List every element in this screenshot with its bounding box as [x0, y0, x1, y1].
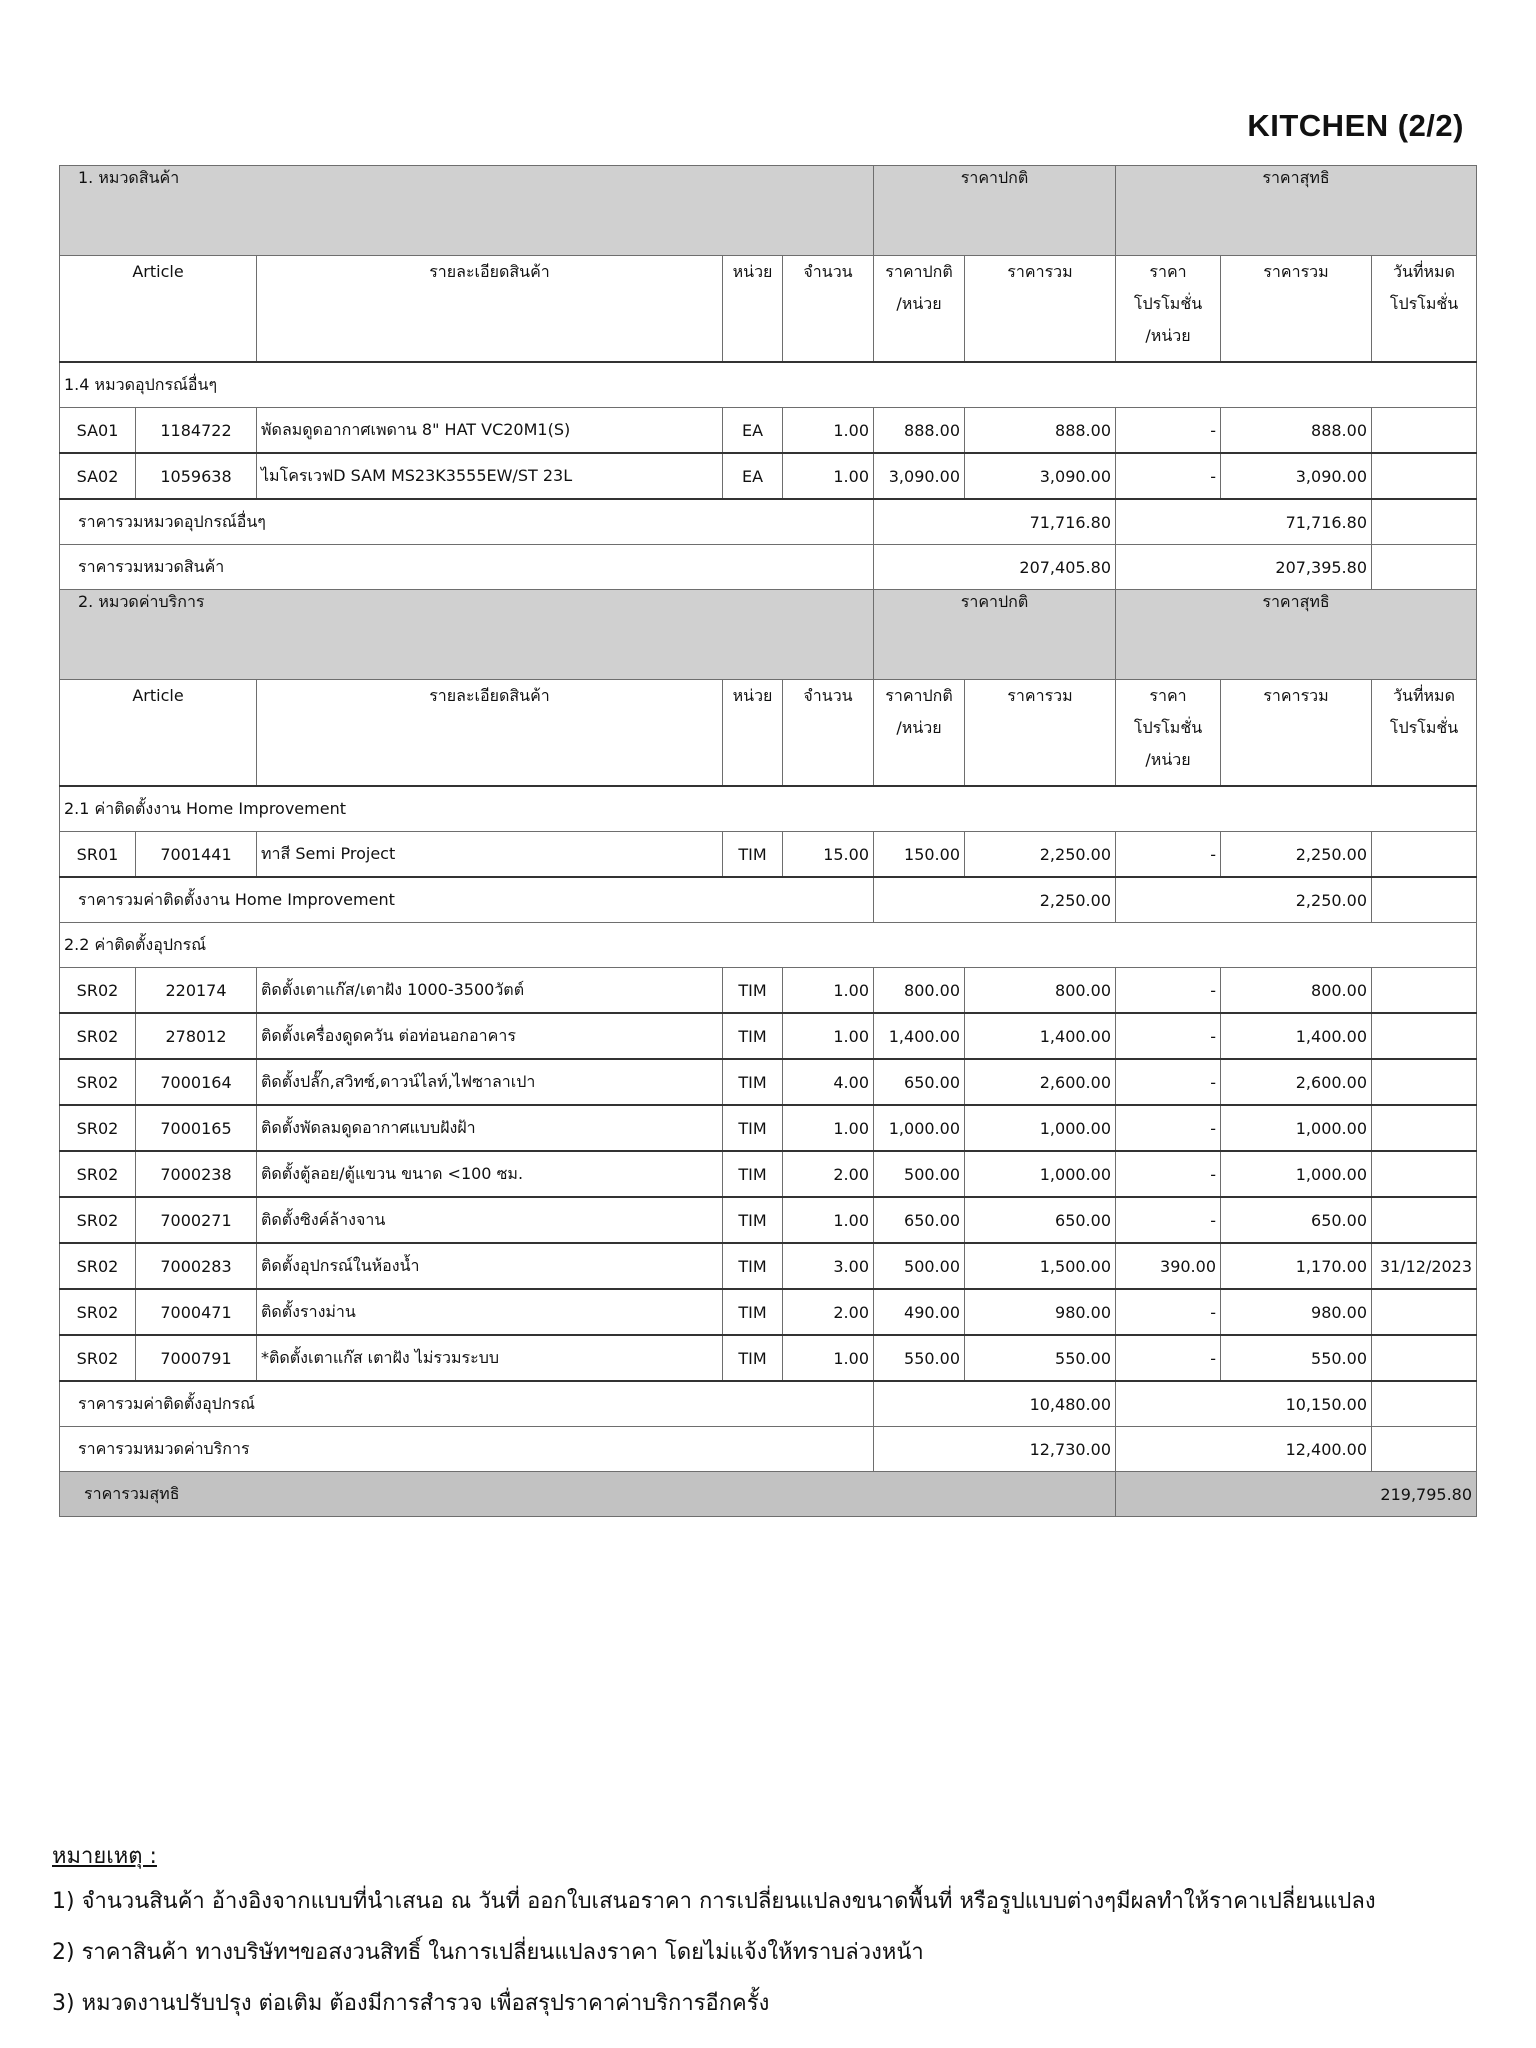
row-net-total: 2,250.00 [1221, 832, 1372, 878]
section-total-label: ราคารวมหมวดสินค้า [60, 545, 874, 590]
row-description: ติดตั้งรางม่าน [257, 1289, 723, 1335]
subsection-title: 2.2 ค่าติดตั้งอุปกรณ์ [60, 923, 1477, 968]
row-qty: 2.00 [783, 1151, 874, 1197]
row-code: SR02 [60, 968, 136, 1014]
row-promo-end [1372, 968, 1477, 1014]
row-promo-price: - [1116, 1197, 1221, 1243]
subsection-title: 1.4 หมวดอุปกรณ์อื่นๆ [60, 362, 1477, 408]
subsection-title: 2.1 ค่าติดตั้งงาน Home Improvement [60, 786, 1477, 832]
row-unit-price: 150.00 [874, 832, 965, 878]
subtotal-net: 2,250.00 [1116, 877, 1372, 923]
row-promo-end [1372, 408, 1477, 454]
row-promo-end [1372, 832, 1477, 878]
row-article: 220174 [136, 968, 257, 1014]
section-total-net: 12,400.00 [1116, 1427, 1372, 1472]
row-code: SR02 [60, 1059, 136, 1105]
notes-heading: หมายเหตุ : [52, 1844, 157, 1869]
row-qty: 1.00 [783, 408, 874, 454]
row-code: SR02 [60, 1243, 136, 1289]
notes [52, 1838, 1492, 2036]
row-description: ติดตั้งเครื่องดูดควัน ต่อท่อนอกอาคาร [257, 1013, 723, 1059]
row-qty: 1.00 [783, 1335, 874, 1381]
section2-sub2-rows [60, 968, 1477, 1382]
row-total: 1,000.00 [965, 1105, 1116, 1151]
row-qty: 1.00 [783, 1105, 874, 1151]
row-description: ติดตั้งตู้ลอย/ตู้แขวน ขนาด <100 ซม. [257, 1151, 723, 1197]
row-code: SR01 [60, 832, 136, 878]
row-net-total: 550.00 [1221, 1335, 1372, 1381]
subsection-row [60, 786, 1477, 832]
col-net-total: ราคารวม [1221, 680, 1372, 787]
col-unit: หน่วย [723, 680, 783, 787]
row-net-total: 1,400.00 [1221, 1013, 1372, 1059]
row-unit: TIM [723, 1335, 783, 1381]
row-qty: 3.00 [783, 1243, 874, 1289]
row-unit: TIM [723, 832, 783, 878]
col-promo-end [1372, 256, 1477, 363]
col-promo-price [1116, 680, 1221, 787]
section-header [60, 166, 1477, 256]
row-promo-end [1372, 453, 1477, 499]
row-total: 1,500.00 [965, 1243, 1116, 1289]
row-article: 7000791 [136, 1335, 257, 1381]
row-net-total: 650.00 [1221, 1197, 1372, 1243]
row-unit-price: 490.00 [874, 1289, 965, 1335]
row-total: 3,090.00 [965, 453, 1116, 499]
table-row [60, 1151, 1477, 1197]
row-unit-price: 650.00 [874, 1059, 965, 1105]
row-unit: TIM [723, 1243, 783, 1289]
row-unit: TIM [723, 1151, 783, 1197]
row-total: 550.00 [965, 1335, 1116, 1381]
row-unit: TIM [723, 1013, 783, 1059]
section-total-label: ราคารวมหมวดค่าบริการ [60, 1427, 874, 1472]
col-unit-price-l2: /หน่วย [896, 294, 942, 313]
row-net-total: 800.00 [1221, 968, 1372, 1014]
row-code: SR02 [60, 1013, 136, 1059]
row-unit: TIM [723, 1059, 783, 1105]
row-code: SR02 [60, 1289, 136, 1335]
row-total: 2,600.00 [965, 1059, 1116, 1105]
col-promo-l1: ราคา [1149, 262, 1187, 281]
subtotal-label: ราคารวมหมวดอุปกรณ์อื่นๆ [60, 499, 874, 545]
row-unit: TIM [723, 968, 783, 1014]
row-unit: TIM [723, 1289, 783, 1335]
section-total-net: 207,395.80 [1116, 545, 1372, 590]
row-qty: 15.00 [783, 832, 874, 878]
row-unit: EA [723, 453, 783, 499]
row-net-total: 888.00 [1221, 408, 1372, 454]
col-qty: จำนวน [783, 680, 874, 787]
row-description: พัดลมดูดอากาศเพดาน 8" HAT VC20M1(S) [257, 408, 723, 454]
row-code: SR02 [60, 1105, 136, 1151]
col-promo-price [1116, 256, 1221, 363]
subtotal-label: ราคารวมค่าติดตั้งงาน Home Improvement [60, 877, 874, 923]
table-row [60, 832, 1477, 878]
col-promo-end [1372, 680, 1477, 787]
row-qty: 1.00 [783, 1197, 874, 1243]
section-header [60, 590, 1477, 680]
row-description: ทาสี Semi Project [257, 832, 723, 878]
section-total-row [60, 1427, 1477, 1472]
row-description: ติดตั้งพัดลมดูดอากาศแบบฝังฝ้า [257, 1105, 723, 1151]
row-description: ติดตั้งปลั๊ก,สวิทซ์,ดาวน์ไลท์,ไฟซาลาเปา [257, 1059, 723, 1105]
col-promo-end-l1: วันที่หมด [1393, 262, 1455, 281]
row-promo-end [1372, 1105, 1477, 1151]
table-row [60, 1289, 1477, 1335]
section-total-normal: 12,730.00 [874, 1427, 1116, 1472]
row-article: 7000283 [136, 1243, 257, 1289]
col-article: Article [60, 256, 257, 363]
section-total-row [60, 545, 1477, 590]
row-unit-price: 500.00 [874, 1151, 965, 1197]
row-promo-price: - [1116, 1335, 1221, 1381]
row-total: 980.00 [965, 1289, 1116, 1335]
column-header-row [60, 256, 1477, 363]
row-promo-price: - [1116, 1059, 1221, 1105]
net-price-header: ราคาสุทธิ [1116, 166, 1477, 256]
row-net-total: 3,090.00 [1221, 453, 1372, 499]
col-unit-price-l1: ราคาปกติ [885, 686, 953, 705]
row-unit-price: 1,000.00 [874, 1105, 965, 1151]
row-qty: 1.00 [783, 1013, 874, 1059]
row-unit: EA [723, 408, 783, 454]
col-description: รายละเอียดสินค้า [257, 256, 723, 363]
row-unit-price: 650.00 [874, 1197, 965, 1243]
row-net-total: 980.00 [1221, 1289, 1372, 1335]
row-promo-price: - [1116, 1013, 1221, 1059]
table-row [60, 453, 1477, 499]
row-unit-price: 1,400.00 [874, 1013, 965, 1059]
section1-rows [60, 408, 1477, 500]
row-description: ติดตั้งอุปกรณ์ในห้องน้ำ [257, 1243, 723, 1289]
subtotal-normal: 2,250.00 [874, 877, 1116, 923]
row-article: 1184722 [136, 408, 257, 454]
col-promo-end-l2: โปรโมชั่น [1389, 294, 1459, 313]
row-code: SR02 [60, 1151, 136, 1197]
table-row [60, 1013, 1477, 1059]
row-qty: 1.00 [783, 968, 874, 1014]
row-promo-price: - [1116, 832, 1221, 878]
col-total: ราคารวม [965, 680, 1116, 787]
col-promo-l2: โปรโมชั่น [1133, 718, 1203, 737]
row-code: SA02 [60, 453, 136, 499]
row-article: 7000471 [136, 1289, 257, 1335]
row-description: ไมโครเวฟD SAM MS23K3555EW/ST 23L [257, 453, 723, 499]
col-unit: หน่วย [723, 256, 783, 363]
col-promo-l3: /หน่วย [1145, 326, 1191, 345]
grand-total-label: ราคารวมสุทธิ [60, 1472, 1116, 1517]
row-total: 1,400.00 [965, 1013, 1116, 1059]
subsection-row [60, 362, 1477, 408]
page-title: KITCHEN (2/2) [1247, 108, 1464, 143]
quotation-table [59, 165, 1477, 1517]
row-code: SR02 [60, 1197, 136, 1243]
row-total: 650.00 [965, 1197, 1116, 1243]
row-promo-price: - [1116, 1151, 1221, 1197]
row-promo-end [1372, 1151, 1477, 1197]
row-article: 7001441 [136, 832, 257, 878]
row-promo-price: 390.00 [1116, 1243, 1221, 1289]
net-price-header: ราคาสุทธิ [1116, 590, 1477, 680]
row-description: ติดตั้งซิงค์ล้างจาน [257, 1197, 723, 1243]
subtotal-net: 10,150.00 [1116, 1381, 1372, 1427]
col-total: ราคารวม [965, 256, 1116, 363]
col-promo-end-l2: โปรโมชั่น [1389, 718, 1459, 737]
row-promo-price: - [1116, 408, 1221, 454]
col-article: Article [60, 680, 257, 787]
row-unit: TIM [723, 1105, 783, 1151]
row-promo-price: - [1116, 1289, 1221, 1335]
section-title: 2. หมวดค่าบริการ [60, 590, 874, 680]
row-unit: TIM [723, 1197, 783, 1243]
row-unit-price: 800.00 [874, 968, 965, 1014]
table-row [60, 1243, 1477, 1289]
table-row [60, 968, 1477, 1014]
column-header-row [60, 680, 1477, 787]
row-unit-price: 3,090.00 [874, 453, 965, 499]
col-qty: จำนวน [783, 256, 874, 363]
row-description: *ติดตั้งเตาแก๊ส เตาฝัง ไม่รวมระบบ [257, 1335, 723, 1381]
row-total: 888.00 [965, 408, 1116, 454]
row-promo-end [1372, 1289, 1477, 1335]
row-code: SR02 [60, 1335, 136, 1381]
row-unit-price: 500.00 [874, 1243, 965, 1289]
col-unit-price [874, 256, 965, 363]
col-promo-l3: /หน่วย [1145, 750, 1191, 769]
note-line: 3) หมวดงานปรับปรุง ต่อเติม ต้องมีการสำรวจ เพื่อสรุปราคาค่าบริการอีกครั้ง [52, 1991, 770, 2016]
col-promo-end-l1: วันที่หมด [1393, 686, 1455, 705]
note-line: 1) จำนวนสินค้า อ้างอิงจากแบบที่นำเสนอ ณ วันที่ ออกใบเสนอราคา การเปลี่ยนแปลงขนาดพื้นที่ หรือรูปแบบต่างๆมีผลทำให้ราคาเปลี่ยนแปลง [52, 1889, 1376, 1914]
grand-total-row [60, 1472, 1477, 1517]
row-total: 800.00 [965, 968, 1116, 1014]
col-net-total: ราคารวม [1221, 256, 1372, 363]
row-promo-end [1372, 1013, 1477, 1059]
table-row [60, 1105, 1477, 1151]
subtotal-row [60, 499, 1477, 545]
row-qty: 4.00 [783, 1059, 874, 1105]
row-article: 7000271 [136, 1197, 257, 1243]
row-promo-price: - [1116, 453, 1221, 499]
row-promo-end [1372, 1197, 1477, 1243]
table-row [60, 1197, 1477, 1243]
row-article: 1059638 [136, 453, 257, 499]
subtotal-row [60, 877, 1477, 923]
row-unit-price: 888.00 [874, 408, 965, 454]
table-row [60, 1335, 1477, 1381]
row-qty: 1.00 [783, 453, 874, 499]
subsection-row [60, 923, 1477, 968]
section-total-normal: 207,405.80 [874, 545, 1116, 590]
row-net-total: 1,000.00 [1221, 1151, 1372, 1197]
row-code: SA01 [60, 408, 136, 454]
subtotal-label: ราคารวมค่าติดตั้งอุปกรณ์ [60, 1381, 874, 1427]
section-title: 1. หมวดสินค้า [60, 166, 874, 256]
subtotal-net: 71,716.80 [1116, 499, 1372, 545]
row-promo-end [1372, 1335, 1477, 1381]
row-article: 7000164 [136, 1059, 257, 1105]
row-unit-price: 550.00 [874, 1335, 965, 1381]
col-unit-price-l1: ราคาปกติ [885, 262, 953, 281]
col-unit-price [874, 680, 965, 787]
col-promo-l1: ราคา [1149, 686, 1187, 705]
normal-price-header: ราคาปกติ [874, 166, 1116, 256]
table-row [60, 1059, 1477, 1105]
subtotal-normal: 10,480.00 [874, 1381, 1116, 1427]
row-net-total: 1,170.00 [1221, 1243, 1372, 1289]
row-promo-price: - [1116, 968, 1221, 1014]
row-total: 1,000.00 [965, 1151, 1116, 1197]
row-net-total: 2,600.00 [1221, 1059, 1372, 1105]
row-promo-price: - [1116, 1105, 1221, 1151]
section2-sub1-rows [60, 832, 1477, 878]
grand-total-value: 219,795.80 [1116, 1472, 1477, 1517]
row-description: ติดตั้งเตาแก๊ส/เตาฝัง 1000-3500วัตต์ [257, 968, 723, 1014]
note-line: 2) ราคาสินค้า ทางบริษัทฯขอสงวนสิทธิ์ ในการเปลี่ยนแปลงราคา โดยไม่แจ้งให้ทราบล่วงหน้า [52, 1940, 924, 1965]
col-unit-price-l2: /หน่วย [896, 718, 942, 737]
row-promo-end [1372, 1059, 1477, 1105]
row-total: 2,250.00 [965, 832, 1116, 878]
subtotal-normal: 71,716.80 [874, 499, 1116, 545]
col-promo-l2: โปรโมชั่น [1133, 294, 1203, 313]
row-article: 7000165 [136, 1105, 257, 1151]
row-qty: 2.00 [783, 1289, 874, 1335]
row-article: 7000238 [136, 1151, 257, 1197]
col-description: รายละเอียดสินค้า [257, 680, 723, 787]
subtotal-row [60, 1381, 1477, 1427]
table-row [60, 408, 1477, 454]
row-net-total: 1,000.00 [1221, 1105, 1372, 1151]
row-promo-end: 31/12/2023 [1372, 1243, 1477, 1289]
normal-price-header: ราคาปกติ [874, 590, 1116, 680]
row-article: 278012 [136, 1013, 257, 1059]
